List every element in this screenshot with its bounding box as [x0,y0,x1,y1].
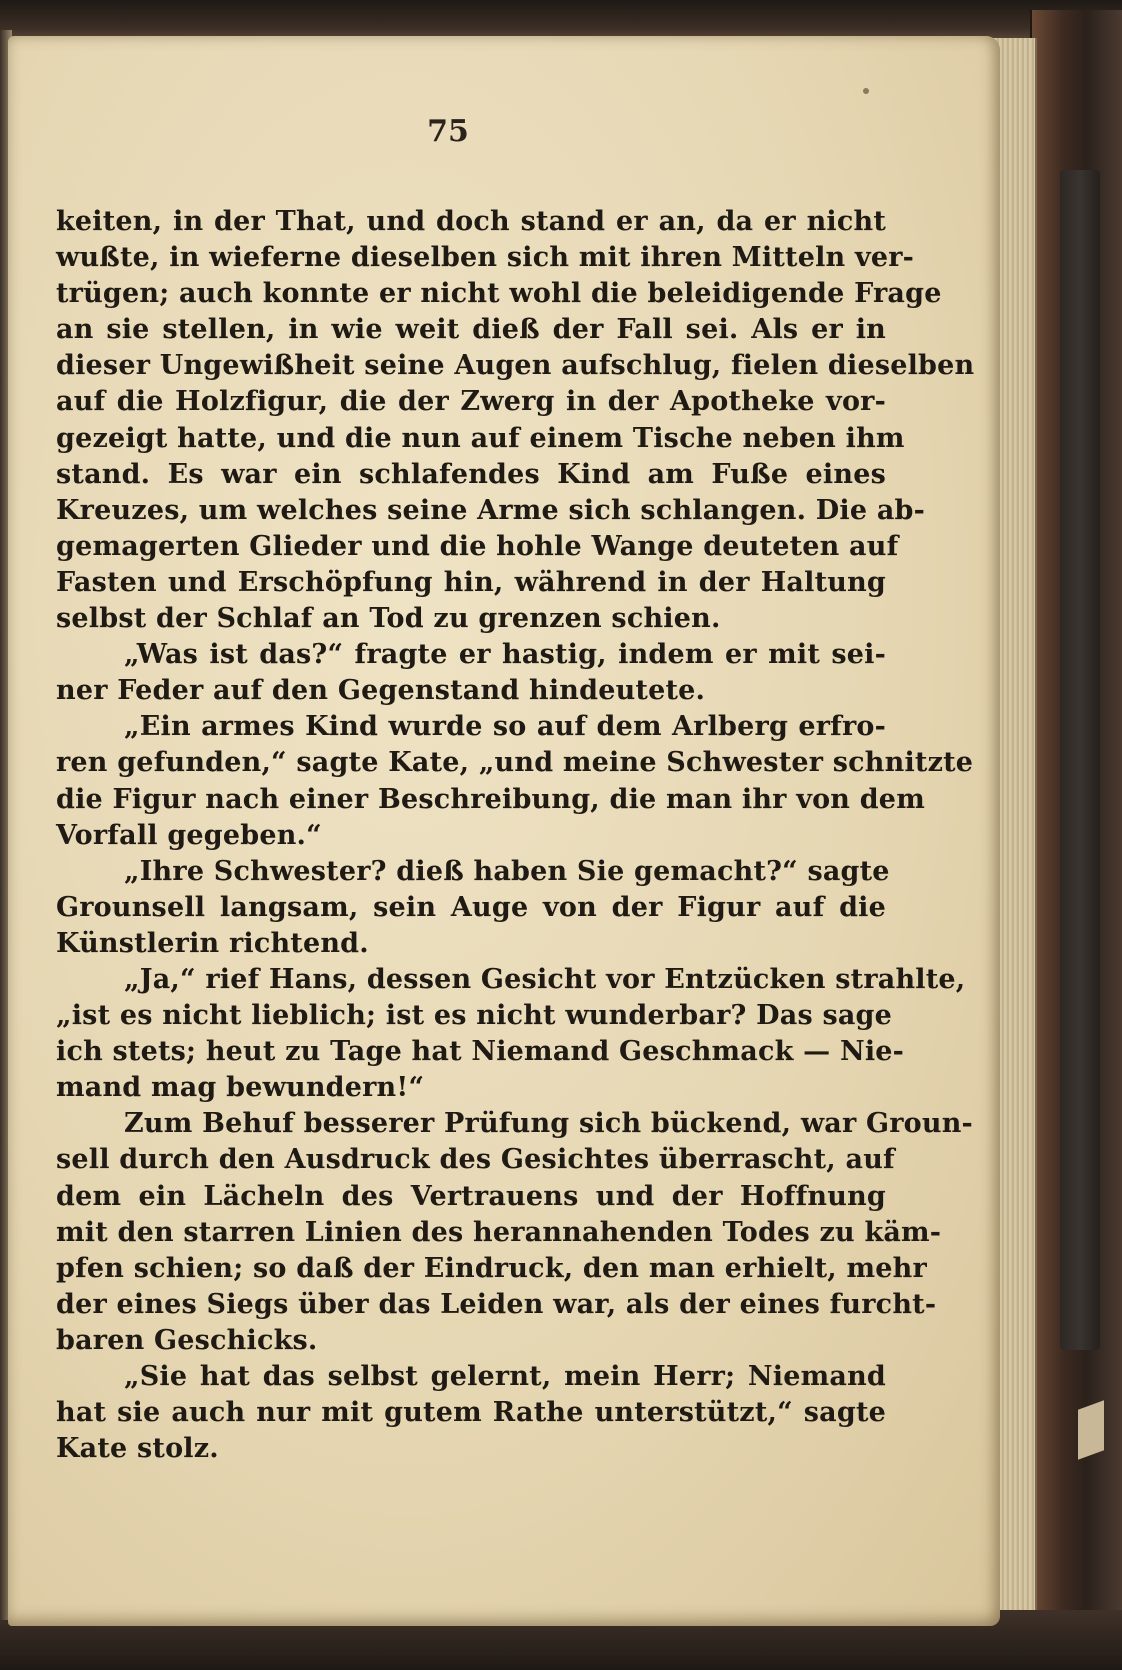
text-line: stand. Es war ein schlafendes Kind am Fuße eines [56,458,886,490]
text-line: „Ja,“ rief Hans, dessen Gesicht vor Entzücken strahlte, [124,963,966,995]
text-line: wußte, in wieferne dieselben sich mit ihren Mitteln ver- [56,242,915,274]
text-line: dem ein Lächeln des Vertrauens und der Hoffnung [56,1180,886,1212]
text-line: ren gefunden,“ sagte Kate, „und meine Schwester schnitzte [56,747,974,779]
text-line: der eines Siegs über das Leiden war, als der eines furcht- [56,1288,937,1320]
text-line: baren Geschicks. [56,1324,318,1356]
page-number: 75 [427,114,469,149]
text-line: ich stets; heut zu Tage hat Niemand Geschmack — Nie- [56,1036,905,1068]
text-line: keiten, in der That, und doch stand er an, da er nicht [56,206,886,237]
cover-spine [1060,170,1100,1350]
text-line: ner Feder auf den Gegenstand hindeutete. [56,675,706,707]
ink-spot [863,88,869,94]
text-line: an sie stellen, in wie weit dieß der Fall sei. Als er in [56,314,886,346]
text-line: trügen; auch konnte er nicht wohl die beleidigende Frage [56,278,942,310]
text-line: mand mag bewundern!“ [56,1072,425,1104]
text-line: Kate stolz. [56,1433,219,1465]
text-line: mit den starren Linien des herannahenden Todes zu käm- [56,1216,942,1248]
text-line: Künstlerin richtend. [56,927,369,959]
binding-top-edge [0,0,1122,40]
text-line: sell durch den Ausdruck des Gesichtes überrascht, auf [56,1144,895,1176]
book-cover-right [1030,10,1122,1650]
text-line: dieser Ungewißheit seine Augen aufschlug, fielen dieselben [56,350,975,382]
text-line: auf die Holzfigur, die der Zwerg in der Apotheke vor- [56,386,886,418]
text-line: gemagerten Glieder und die hohle Wange deuteten auf [56,530,899,562]
text-line: „Was ist das?“ fragte er hastig, indem er mit sei- [124,639,886,671]
text-line: „Sie hat das selbst gelernt, mein Herr; Niemand [124,1361,886,1392]
text-line: „ist es nicht lieblich; ist es nicht wunderbar? Das sage [56,1000,892,1032]
text-line: selbst der Schlaf an Tod zu grenzen schien. [56,603,721,635]
text-line: Zum Behuf besserer Prüfung sich bückend, war Groun- [124,1108,973,1140]
text-line: „Ihre Schwester? dieß haben Sie gemacht?“ sagte [124,855,890,887]
text-line: pfen schien; so daß der Eindruck, den man erhielt, mehr [56,1252,927,1284]
text-line: hat sie auch nur mit gutem Rathe unterstützt,“ sagte [56,1397,886,1429]
body-text [56,204,975,1467]
text-line: Fasten und Erschöpfung hin, während in der Haltung [56,566,886,598]
text-line: gezeigt hatte, und die nun auf einem Tische neben ihm [56,422,905,454]
book-page [8,36,1000,1626]
text-line: die Figur nach einer Beschreibung, die man ihr von dem [56,783,925,815]
text-line: Kreuzes, um welches seine Arme sich schlangen. Die ab- [56,494,925,526]
text-line: „Ein armes Kind wurde so auf dem Arlberg erfro- [124,711,886,743]
text-line: Vorfall gegeben.“ [56,819,322,851]
page-corner-tab [1078,1400,1104,1459]
text-line: Grounsell langsam, sein Auge von der Figur auf die [56,891,886,923]
